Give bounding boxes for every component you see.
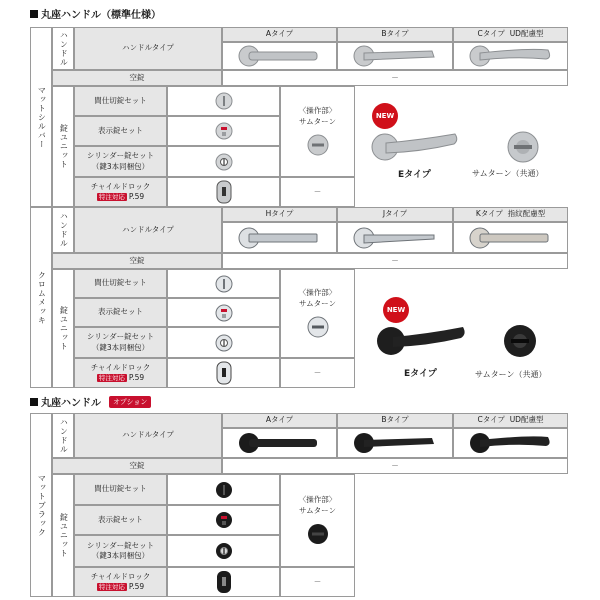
lever-handle-e-black-icon [375,323,467,359]
section1-title: 丸座ハンドル（標準仕様） [30,6,161,21]
thumbturn-common-icon [502,323,538,359]
child-lock-icon [214,570,234,594]
row-display-lock-2: 表示錠セット [74,298,167,327]
row-partition-lock: 間仕切錠セット [74,86,167,116]
lever-handle-j-icon [350,226,440,250]
row-display-lock-3: 表示錠セット [74,505,167,535]
square-bullet-icon [30,10,38,18]
e-type-handle-black [375,323,467,359]
finish-label-matt-silver: マットシルバー [30,27,52,207]
lever-handle-c-icon [466,44,556,68]
type-header-k: Kタイプ 指紋配慮型 [453,207,568,222]
child-lock-image-3 [167,567,280,597]
row-partition-lock-3: 間仕切錠セット [74,474,167,505]
finish-label-chrome: クロムメッキ [30,207,52,388]
special-order-badge: 特注対応 [98,583,125,591]
handle-image-h [222,222,337,253]
partition-lock-image [167,86,280,116]
thumbturn-icon [306,522,330,546]
row-kuujou-3: 空錠 [52,458,222,474]
group-label-handle-3: ハンドル [52,413,74,458]
e-type-label-2: Eタイプ [404,369,437,379]
cylinder-lock-icon [214,152,234,172]
operation-thumbturn-3: 〈操作部〉 サムターン [280,474,355,567]
partition-lock-icon [214,480,234,500]
header-handle-type: ハンドルタイプ [74,27,222,70]
lever-handle-b-icon [350,44,440,68]
group-label-lock-2: 錠ユニット [52,269,74,388]
lever-handle-e-icon [370,130,460,164]
new-badge-2: NEW [383,297,409,323]
handle-image-black-b [337,428,453,458]
display-lock-image [167,116,280,146]
row-display-lock: 表示錠セット [74,116,167,146]
finish-label-matt-black: マットブラック [30,413,52,597]
lever-handle-h-icon [235,226,325,250]
kuujou-value-2: － [222,253,568,269]
type-header-j: Jタイプ [337,207,453,222]
e-type-handle-silver [370,130,460,164]
child-lock-image-2 [167,358,280,388]
child-lock-icon [214,361,234,385]
child-lock-dash: － [280,177,355,207]
row-cylinder-lock-2: シリンダー錠セット （鍵3本同梱包） [74,327,167,358]
thumbturn-common-image [506,130,540,164]
row-partition-lock-2: 間仕切錠セット [74,269,167,298]
handle-image-j [337,222,453,253]
thumbturn-icon [306,315,330,339]
type-header-c: Cタイプ UD配慮型 [453,27,568,42]
header-handle-type-2: ハンドルタイプ [74,207,222,253]
cylinder-lock-image-2 [167,327,280,358]
kuujou-value-3: － [222,458,568,474]
child-lock-icon [214,180,234,204]
display-lock-icon [214,510,234,530]
lever-handle-black-c-icon [466,431,556,455]
partition-lock-image-3 [167,474,280,505]
option-badge: オプション [109,396,151,408]
child-lock-dash-2: － [280,358,355,388]
special-order-badge: 特注対応 [98,374,125,382]
display-lock-image-3 [167,505,280,535]
type-header-black-a: Aタイプ [222,413,337,428]
cylinder-lock-icon [214,333,234,353]
partition-lock-icon [214,274,234,294]
operation-thumbturn: 〈操作部〉 サムターン [280,86,355,177]
kuujou-value: － [222,70,568,86]
group-label-lock-3: 錠ユニット [52,474,74,597]
special-order-badge: 特注対応 [98,193,125,201]
handle-image-b [337,42,453,70]
lever-handle-k-icon [466,226,556,250]
section2-title: 丸座ハンドル オプション [30,394,151,409]
thumbturn-icon [306,133,330,157]
row-child-lock: チャイルドロック 特注対応 P.59 [74,177,167,207]
handle-image-a [222,42,337,70]
lever-handle-a-icon [235,44,325,68]
handle-image-c [453,42,568,70]
display-lock-image-2 [167,298,280,327]
cylinder-lock-icon [214,541,234,561]
lever-handle-black-b-icon [350,431,440,455]
partition-lock-image-2 [167,269,280,298]
child-lock-dash-3: － [280,567,355,597]
row-cylinder-lock-3: シリンダー錠セット （鍵3本同梱包） [74,535,167,567]
operation-thumbturn-2: 〈操作部〉 サムターン [280,269,355,358]
type-header-black-c: Cタイプ UD配慮型 [453,413,568,428]
square-bullet-icon [30,398,38,406]
child-lock-image [167,177,280,207]
new-badge: NEW [372,103,398,129]
row-kuujou-2: 空錠 [52,253,222,269]
handle-image-black-c [453,428,568,458]
cylinder-lock-image-3 [167,535,280,567]
display-lock-icon [214,121,234,141]
thumbturn-common-image-2 [502,323,538,359]
type-header-h: Hタイプ [222,207,337,222]
e-type-label: Eタイプ [398,170,431,180]
row-child-lock-2: チャイルドロック 特注対応 P.59 [74,358,167,388]
row-kuujou: 空錠 [52,70,222,86]
lever-handle-black-a-icon [235,431,325,455]
row-cylinder-lock: シリンダー錠セット （鍵3本同梱包） [74,146,167,177]
type-header-a: Aタイプ [222,27,337,42]
group-label-lock: 錠ユニット [52,86,74,207]
thumbturn-common-label-2: サムターン（共通） [475,370,547,379]
handle-image-black-a [222,428,337,458]
cylinder-lock-image [167,146,280,177]
type-header-b: Bタイプ [337,27,453,42]
handle-image-k [453,222,568,253]
thumbturn-common-label: サムターン（共通） [472,169,544,178]
header-handle-type-3: ハンドルタイプ [74,413,222,458]
partition-lock-icon [214,91,234,111]
row-child-lock-3: チャイルドロック 特注対応 P.59 [74,567,167,597]
type-header-black-b: Bタイプ [337,413,453,428]
thumbturn-common-icon [506,130,540,164]
group-label-handle: ハンドル [52,27,74,70]
group-label-handle-2: ハンドル [52,207,74,253]
display-lock-icon [214,303,234,323]
